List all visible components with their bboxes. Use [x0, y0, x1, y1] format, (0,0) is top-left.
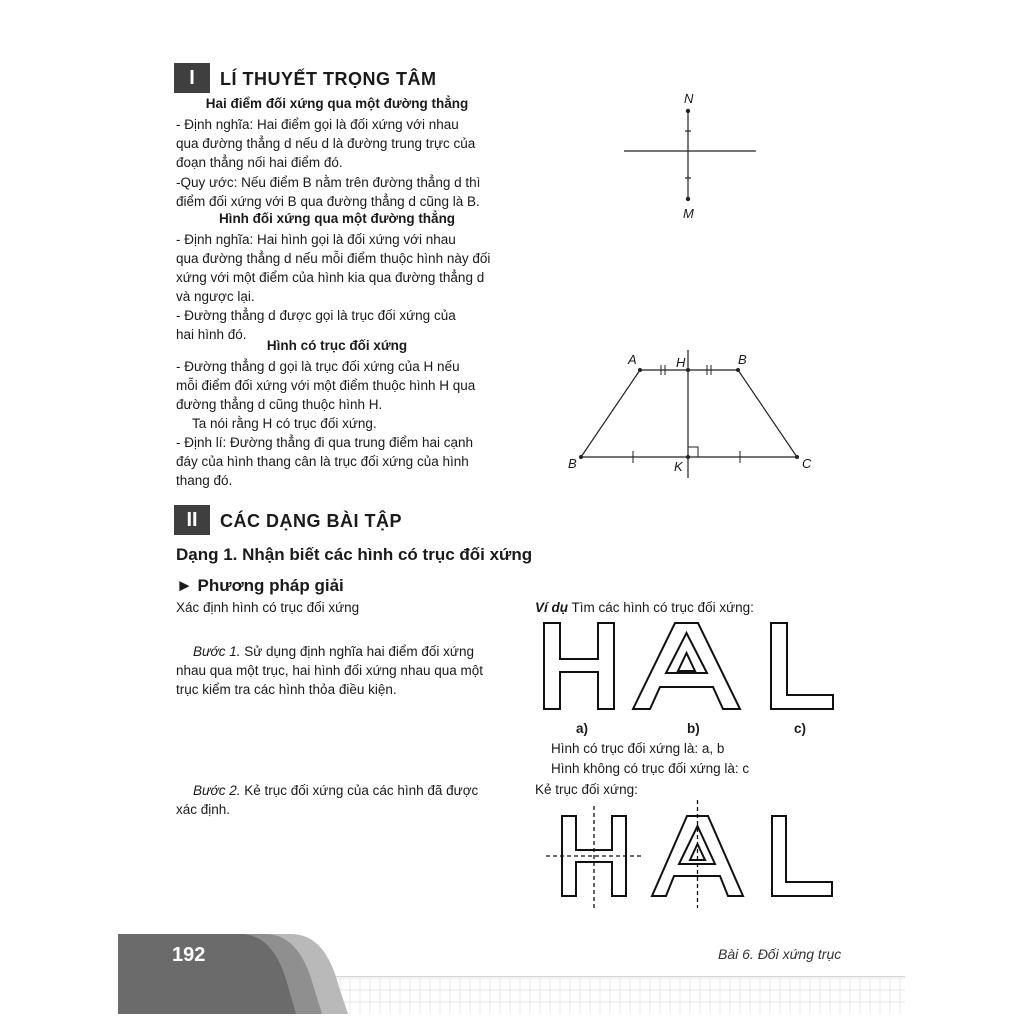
section-badge-1: I	[174, 63, 210, 93]
figure-axis-paragraph	[176, 357, 498, 414]
letter-l	[771, 623, 833, 709]
type-heading: Dạng 1. Nhận biết các hình có trục đối xứng	[176, 545, 533, 564]
text-line: điểm đối xứng với B qua đường thẳng d cũng là B.	[176, 194, 480, 209]
text-line: - Đường thẳng d được gọi là trục đối xứng của	[176, 308, 456, 323]
text-line: Ta nói rằng H có trục đối xứng.	[192, 416, 377, 431]
text-line: - Đường thẳng d gọi là trục đối xứng của H nếu	[176, 359, 460, 374]
letter-l-axes	[772, 816, 832, 896]
text-line: xứng với một điểm của hình kia qua đường thẳng d	[176, 270, 485, 285]
step-1-label: Bước 1.	[193, 644, 241, 659]
letters-hal-outline	[530, 615, 850, 720]
text-line: đáy của hình thang cân là trục đối xứng của hình	[176, 454, 469, 469]
convention-paragraph	[176, 173, 498, 211]
section-badge-2: II	[174, 505, 210, 535]
definition-two-points	[176, 115, 498, 172]
letter-a	[633, 623, 740, 709]
example-text: Tìm các hình có trục đối xứng:	[571, 600, 754, 615]
text-line: -Quy ước: Nếu điểm B nằm trên đường thẳng d thì	[176, 175, 481, 190]
text-line: qua đường thẳng d nếu d là đường trung trực của	[176, 136, 476, 151]
point-label-m: M	[683, 206, 694, 221]
vertex-label-k: K	[674, 459, 683, 474]
method-heading: ► Phương pháp giải	[176, 576, 344, 595]
step-1-paragraph	[176, 642, 498, 699]
caption-a: a)	[576, 721, 589, 736]
letter-h	[544, 623, 614, 709]
step-2-paragraph	[176, 781, 498, 819]
subheading-two-points: Hai điểm đối xứng qua một đường thẳng	[205, 96, 469, 111]
text-line: - Định nghĩa: Hai điểm gọi là đối xứng với nhau	[176, 117, 459, 132]
text-line: qua đường thẳng d nếu mỗi điểm thuộc hình này đối	[176, 251, 491, 266]
letter-a-counter	[678, 653, 695, 671]
text-line: đoạn thẳng nối hai điểm đó.	[176, 155, 343, 170]
page-number: 192	[172, 944, 206, 966]
text-line	[176, 642, 498, 661]
answer-has-axis: Hình có trục đối xứng là: a, b	[551, 741, 725, 756]
vertex-label-a: A	[628, 352, 637, 367]
conclusion-paragraph	[192, 414, 498, 433]
letters-hal-with-axes	[540, 800, 860, 910]
text-line: trục kiểm tra các hình thỏa điều kiện.	[176, 682, 397, 697]
draw-axes-label: Kẻ trục đối xứng:	[535, 782, 638, 797]
example-label: Ví dụ	[535, 600, 568, 615]
section-title-1: LÍ THUYẾT TRỌNG TÂM	[220, 69, 437, 89]
vertex-label-h: H	[676, 355, 686, 370]
footer-band	[0, 930, 1024, 1024]
text-line: đường thẳng d cũng thuộc hình H.	[176, 397, 383, 412]
example-prompt	[535, 600, 754, 615]
text-line: hai hình đó.	[176, 327, 247, 342]
figure-isosceles-trapezoid	[570, 345, 810, 485]
lesson-title: Bài 6. Đối xứng trục	[718, 946, 842, 962]
text-line	[176, 781, 498, 800]
vertex-label-c: C	[802, 456, 812, 471]
text-segment: Kẻ trục đối xứng của các hình đã được	[244, 783, 479, 798]
caption-c: c)	[794, 721, 807, 736]
theorem-paragraph	[176, 433, 498, 490]
definition-two-figures	[176, 230, 498, 306]
text-line: - Định nghĩa: Hai hình gọi là đối xứng với nhau	[176, 232, 456, 247]
vertex-label-b-top: B	[738, 352, 747, 367]
text-segment: Sử dụng định nghĩa hai điểm đối xứng	[244, 644, 474, 659]
text-line: - Định lí: Đường thẳng đi qua trung điểm hai cạnh	[176, 435, 474, 450]
point-label-n: N	[684, 91, 694, 106]
method-intro: Xác định hình có trục đối xứng	[176, 600, 360, 615]
subheading-figure-with-axis: Hình có trục đối xứng	[266, 338, 408, 353]
answer-no-axis: Hình không có trục đối xứng là: c	[551, 761, 750, 776]
text-line: và ngược lại.	[176, 289, 255, 304]
section-title-2: CÁC DẠNG BÀI TẬP	[220, 511, 402, 531]
caption-b: b)	[687, 721, 700, 736]
step-2-label: Bước 2.	[193, 783, 241, 798]
text-line: thang đó.	[176, 473, 233, 488]
text-line: nhau qua một trục, hai hình đối xứng nhau qua một	[176, 663, 483, 678]
text-line: mỗi điểm đối xứng với một điểm thuộc hình H qua	[176, 378, 476, 393]
text-line: xác định.	[176, 802, 231, 817]
vertex-label-b-bottom: B	[568, 456, 577, 471]
subheading-two-figures: Hình đối xứng qua một đường thẳng	[218, 211, 456, 226]
